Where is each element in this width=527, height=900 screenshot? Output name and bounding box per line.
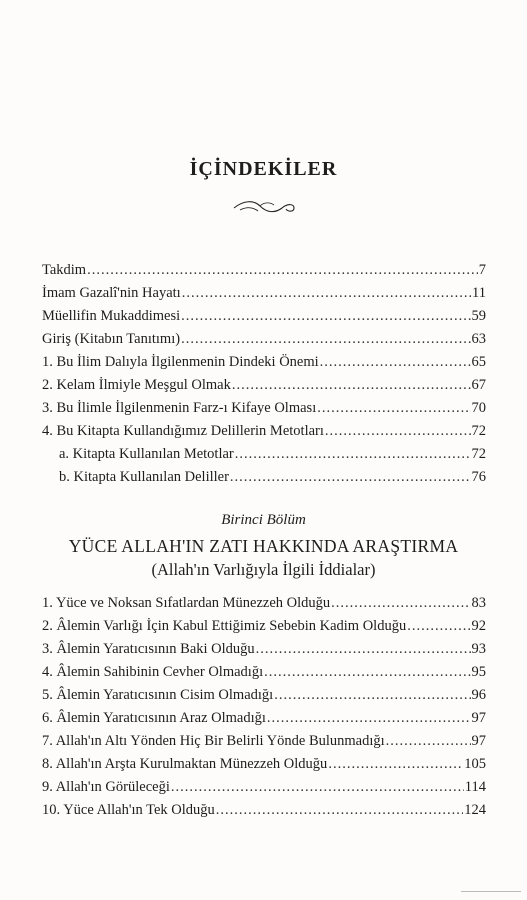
toc-entry-label: 6. Âlemin Yaratıcısının Araz Olmadığı xyxy=(42,710,266,726)
toc-entry-label: 3. Bu İlimle İlgilenmenin Farz-ı Kifaye Olması xyxy=(42,400,317,416)
dot-leader xyxy=(181,308,470,325)
toc-entry-label: b. Kitapta Kullanılan Deliller xyxy=(59,469,229,485)
page-edge-line xyxy=(461,891,521,892)
toc-entry-label: 10. Yüce Allah'ın Tek Olduğu xyxy=(42,802,215,818)
dot-leader xyxy=(232,377,471,394)
toc-entry xyxy=(42,779,486,802)
dot-leader xyxy=(235,446,471,463)
toc-entry-page-number: 7 xyxy=(478,262,486,278)
toc-entry xyxy=(42,687,486,710)
toc-entry-label: 1. Bu İlim Dalıyla İlgilenmenin Dindeki Önemi xyxy=(42,354,319,370)
toc-entry xyxy=(42,285,486,308)
toc-entry-page-number: 114 xyxy=(464,779,486,795)
toc-entry xyxy=(42,664,486,687)
dot-leader xyxy=(87,262,478,279)
part-one-list xyxy=(42,595,486,825)
toc-entry-page-number: 95 xyxy=(471,664,486,680)
toc-entry xyxy=(42,354,486,377)
front-matter-list xyxy=(42,262,486,492)
dot-leader xyxy=(328,756,463,773)
toc-entry xyxy=(42,400,486,423)
toc-entry-page-number: 70 xyxy=(471,400,486,416)
dot-leader xyxy=(320,354,471,371)
dot-leader xyxy=(216,802,463,819)
toc-entry-label: 1. Yüce ve Noksan Sıfatlardan Münezzeh Olduğu xyxy=(42,595,331,611)
swirl-ornament-icon xyxy=(230,196,300,218)
toc-entry xyxy=(42,802,486,825)
dot-leader xyxy=(274,687,470,704)
toc-entry-label: Takdim xyxy=(42,262,87,278)
dot-leader xyxy=(267,710,471,727)
toc-entry xyxy=(42,733,486,756)
toc-entry-label: a. Kitapta Kullanılan Metotlar xyxy=(59,446,234,462)
toc-entry xyxy=(42,469,486,492)
toc-entry-label: 5. Âlemin Yaratıcısının Cisim Olmadığı xyxy=(42,687,274,703)
toc-entry-page-number: 76 xyxy=(471,469,486,485)
toc-entry xyxy=(42,423,486,446)
toc-entry-page-number: 93 xyxy=(471,641,486,657)
toc-entry xyxy=(42,641,486,664)
toc-entry-label: 2. Kelam İlmiyle Meşgul Olmak xyxy=(42,377,231,393)
toc-entry xyxy=(42,618,486,641)
toc-entry-label: 7. Allah'ın Altı Yönden Hiç Bir Belirli Yönde Bulunmadığı xyxy=(42,733,385,749)
dot-leader xyxy=(325,423,471,440)
toc-entry-label: İmam Gazalî'nin Hayatı xyxy=(42,285,181,301)
toc-entry xyxy=(42,331,486,354)
toc-entry-page-number: 72 xyxy=(471,446,486,462)
page-title: İÇİNDEKİLER xyxy=(189,158,338,180)
dot-leader xyxy=(171,779,464,796)
toc-entry-page-number: 59 xyxy=(471,308,486,324)
toc-entry-label: 8. Allah'ın Arşta Kurulmaktan Münezzeh Olduğu xyxy=(42,756,328,772)
toc-entry-page-number: 65 xyxy=(471,354,486,370)
toc-entry xyxy=(42,595,486,618)
dot-leader xyxy=(181,331,470,348)
toc-entry xyxy=(42,446,486,469)
dot-leader xyxy=(407,618,470,635)
toc-entry-label: 2. Âlemin Varlığı İçin Kabul Ettiğimiz Sebebin Kadim Olduğu xyxy=(42,618,407,634)
toc-entry-page-number: 72 xyxy=(471,423,486,439)
toc-entry-page-number: 67 xyxy=(471,377,486,393)
dot-leader xyxy=(386,733,471,750)
toc-entry-page-number: 96 xyxy=(471,687,486,703)
toc-entry-page-number: 97 xyxy=(471,733,486,749)
toc-entry-page-number: 97 xyxy=(471,710,486,726)
dot-leader xyxy=(331,595,470,612)
toc-entry-label: 3. Âlemin Yaratıcısının Baki Olduğu xyxy=(42,641,255,657)
toc-entry xyxy=(42,756,486,779)
toc-entry-label: Giriş (Kitabın Tanıtımı) xyxy=(42,331,181,347)
toc-entry-label: 4. Âlemin Sahibinin Cevher Olmadığı xyxy=(42,664,264,680)
part-subtitle: (Allah'ın Varlığıyla İlgili İddialar) xyxy=(151,560,376,579)
dot-leader xyxy=(264,664,470,681)
dot-leader xyxy=(256,641,471,658)
dot-leader xyxy=(317,400,470,417)
part-title: YÜCE ALLAH'IN ZATI HAKKINDA ARAŞTIRMA xyxy=(68,536,459,556)
toc-entry-page-number: 92 xyxy=(471,618,486,634)
toc-entry xyxy=(42,262,486,285)
toc-entry-page-number: 105 xyxy=(464,756,486,772)
toc-entry xyxy=(42,308,486,331)
toc-entry-page-number: 124 xyxy=(464,802,486,818)
toc-entry-label: 9. Allah'ın Görüleceği xyxy=(42,779,170,795)
toc-entry xyxy=(42,710,486,733)
toc-entry-label: Müellifin Mukaddimesi xyxy=(42,308,181,324)
toc-entry-page-number: 63 xyxy=(471,331,486,347)
toc-entry-label: 4. Bu Kitapta Kullandığımız Delillerin Metotları xyxy=(42,423,324,439)
toc-entry xyxy=(42,377,486,400)
toc-entry-page-number: 11 xyxy=(472,285,486,301)
toc-entry-page-number: 83 xyxy=(471,595,486,611)
dot-leader xyxy=(182,285,471,302)
part-label: Birinci Bölüm xyxy=(221,512,306,528)
dot-leader xyxy=(230,469,471,486)
